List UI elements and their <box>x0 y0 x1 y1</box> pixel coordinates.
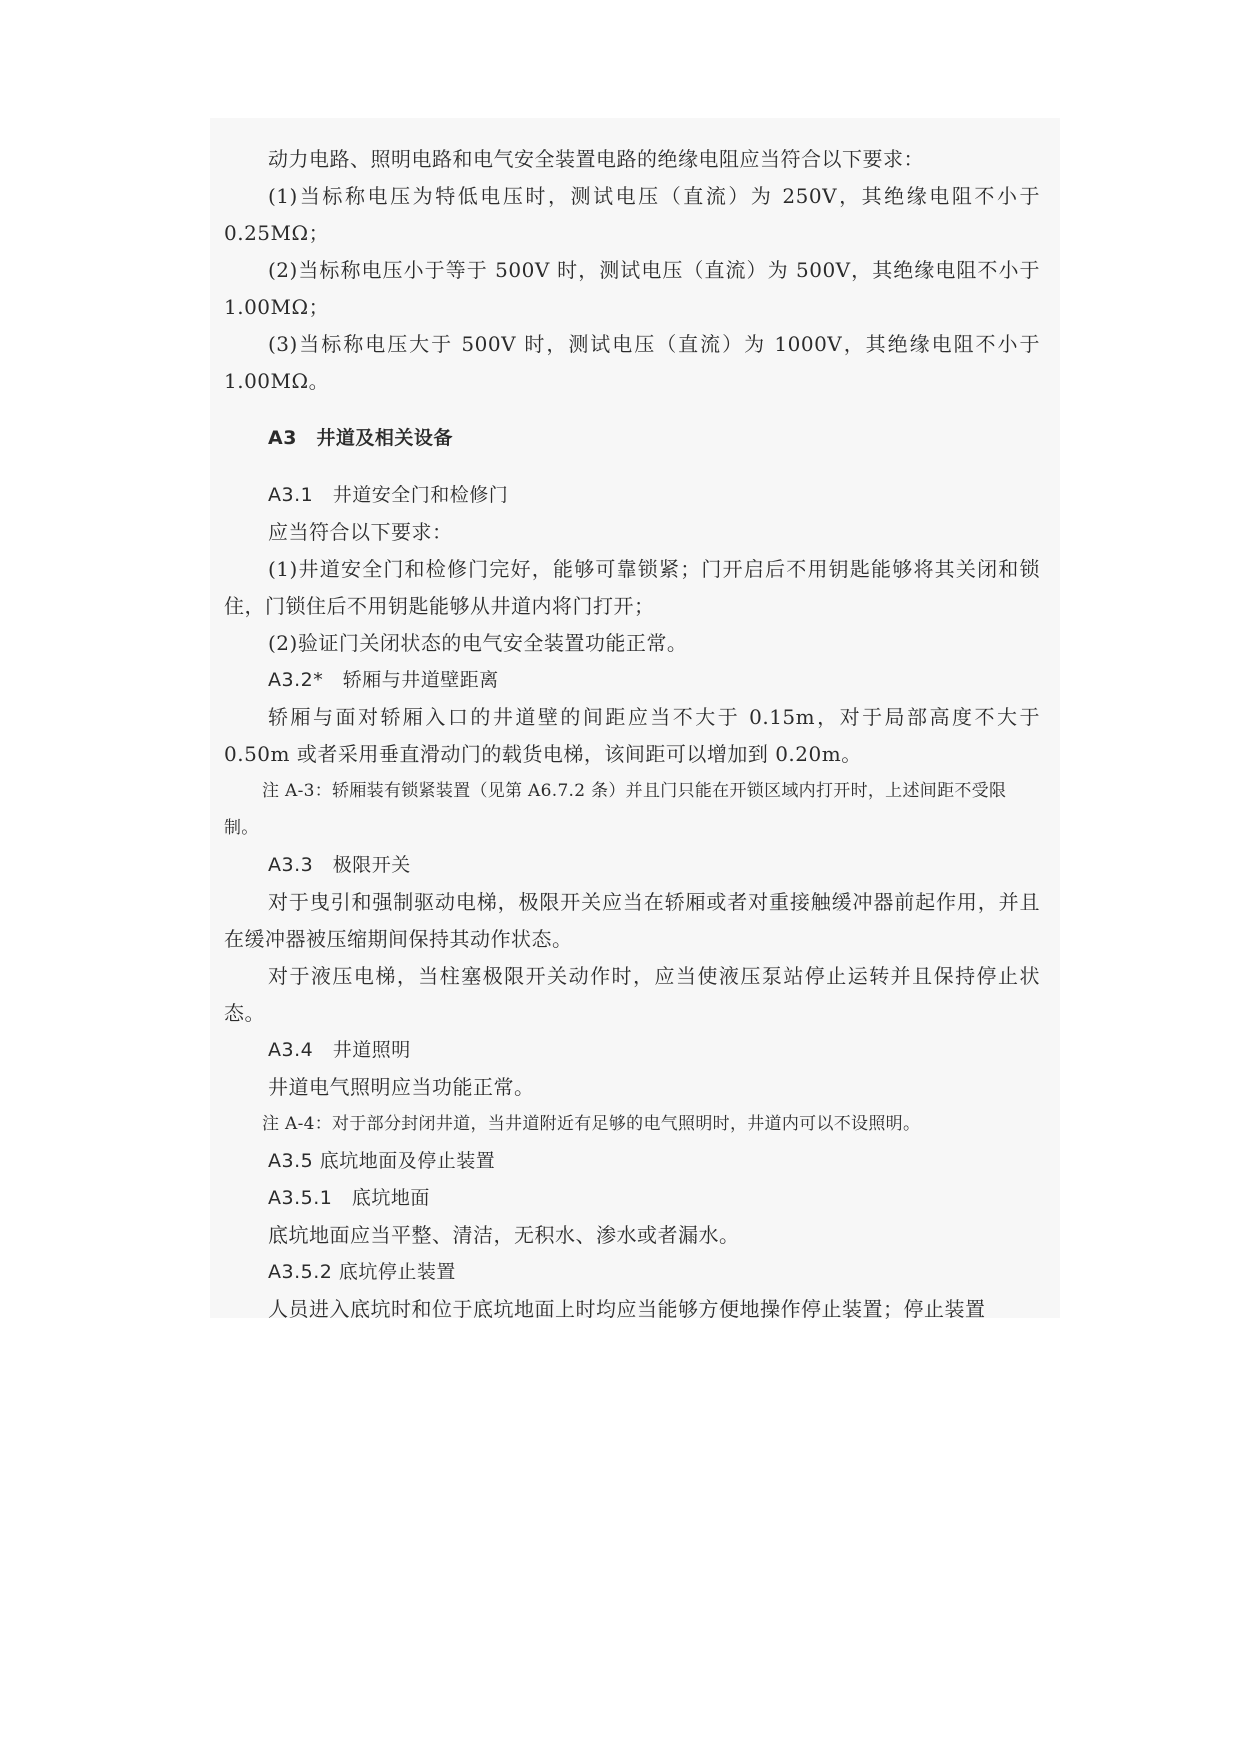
section-heading-a3-5-1: A3.5.1 底坑地面 <box>268 1187 430 1209</box>
paragraph-item-2: (2)当标称电压小于等于 500V 时，测试电压（直流）为 500V，其绝缘电阻不小于 1.00MΩ； <box>224 258 1040 319</box>
paragraph-a3-1-item-1: (1)井道安全门和检修门完好，能够可靠锁紧；门开启后不用钥匙能够将其关闭和锁住，门锁住后不用钥匙能够从井道内将门打开； <box>224 557 1040 618</box>
section-heading-a3-5-2: A3.5.2 底坑停止装置 <box>268 1261 456 1283</box>
section-heading-a3-1: A3.1 井道安全门和检修门 <box>268 484 509 506</box>
section-heading-a3-3: A3.3 极限开关 <box>268 854 411 876</box>
paragraph-a3-3-2: 对于液压电梯，当柱塞极限开关动作时，应当使液压泵站停止运转并且保持停止状态。 <box>224 964 1040 1025</box>
paragraph-a3-2: 轿厢与面对轿厢入口的井道壁的间距应当不大于 0.15m，对于局部高度不大于 0.50m 或者采用垂直滑动门的载货电梯，该间距可以增加到 0.20m。 <box>224 705 1040 766</box>
document-body <box>224 141 1040 1328</box>
paragraph-item-1: (1)当标称电压为特低电压时，测试电压（直流）为 250V，其绝缘电阻不小于 0.25MΩ； <box>224 184 1040 245</box>
paragraph-a3-4: 井道电气照明应当功能正常。 <box>268 1075 535 1099</box>
paragraph-a3-3-1: 对于曳引和强制驱动电梯，极限开关应当在轿厢或者对重接触缓冲器前起作用，并且在缓冲器被压缩期间保持其动作状态。 <box>224 890 1040 951</box>
section-heading-a3: A3 井道及相关设备 <box>268 427 453 449</box>
section-heading-a3-5: A3.5 底坑地面及停止装置 <box>268 1150 496 1172</box>
paragraph-a3-1-intro: 应当符合以下要求： <box>268 520 453 544</box>
note-a4: 注 A-4：对于部分封闭井道，当井道附近有足够的电气照明时，井道内可以不设照明。 <box>262 1114 921 1134</box>
paragraph-insulation-intro: 动力电路、照明电路和电气安全装置电路的绝缘电阻应当符合以下要求： <box>268 147 924 171</box>
section-heading-a3-2: A3.2* 轿厢与井道壁距离 <box>268 669 499 691</box>
paragraph-a3-5-1: 底坑地面应当平整、清洁，无积水、渗水或者漏水。 <box>268 1223 740 1247</box>
paragraph-a3-5-2: 人员进入底坑时和位于底坑地面上时均应当能够方便地操作停止装置；停止装置 <box>268 1297 986 1321</box>
section-heading-a3-4: A3.4 井道照明 <box>268 1039 411 1061</box>
paragraph-item-3: (3)当标称电压大于 500V 时，测试电压（直流）为 1000V，其绝缘电阻不小于 1.00MΩ。 <box>224 332 1040 393</box>
note-a3: 注 A-3：轿厢装有锁紧装置（见第 A6.7.2 条）并且门只能在开锁区域内打开时，上述间距不受限制。 <box>224 781 1007 838</box>
paragraph-a3-1-item-2: (2)验证门关闭状态的电气安全装置功能正常。 <box>268 631 688 655</box>
